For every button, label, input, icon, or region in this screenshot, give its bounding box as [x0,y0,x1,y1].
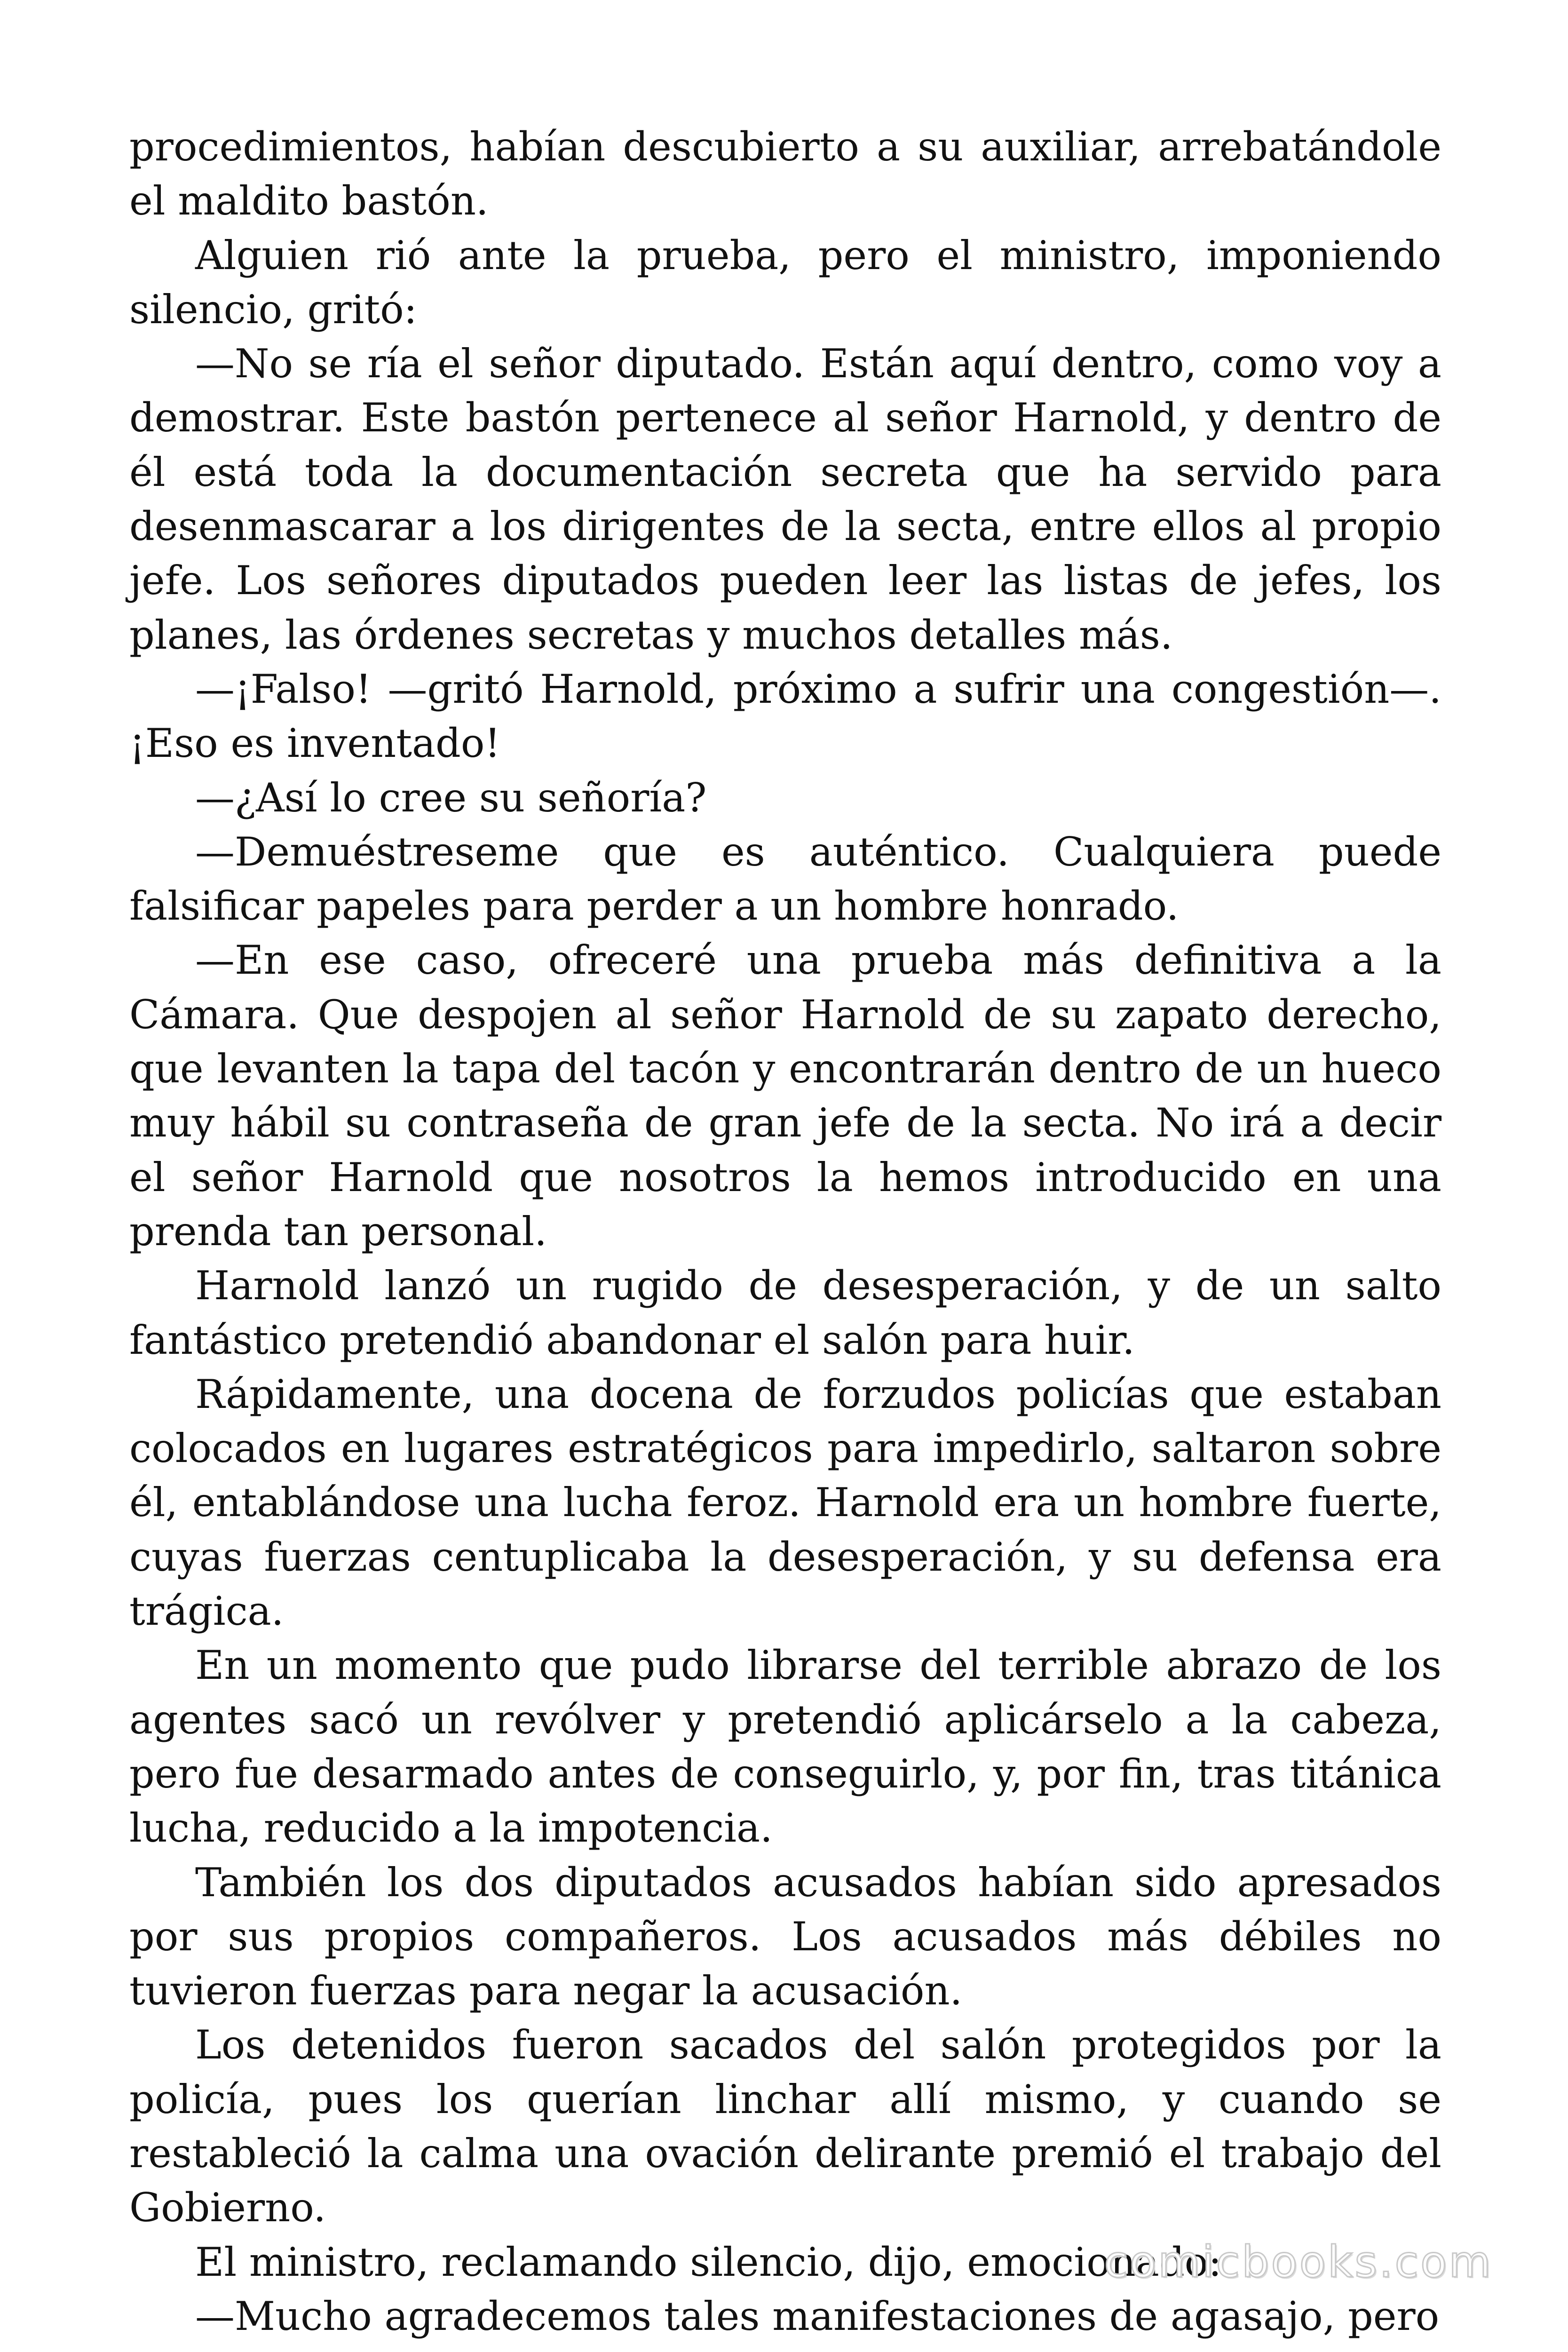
site-watermark: comicbooks.com [1104,2237,1493,2287]
paragraph: Alguien rió ante la prueba, pero el ministro, imponiendo silencio, gritó: [129,232,1441,333]
paragraph: —¿Así lo cree su señoría? [195,774,707,821]
paragraph: Rápidamente, una docena de forzudos policías que estaban colocados en lugares estratégicos para impedirlo, saltaron sobre él, entablándose una lucha feroz. Harnold era un hombre fuerte, cuyas fuerzas centuplicaba la desesperación, y su defensa era trágica. [129,1371,1441,1635]
paragraph: —Demuéstreseme que es auténtico. Cualquiera puede falsificar papeles para perder a un hombre honrado. [129,828,1441,930]
paragraph: —No se ría el señor diputado. Están aquí dentro, como voy a demostrar. Este bastón pertenece al señor Harnold, y dentro de él está toda la documentación secreta que ha servido para desenmascarar a los dirigentes de la secta, entre ellos al propio jefe. Los señores diputados pueden leer las listas de jefes, los planes, las órdenes secretas y muchos detalles más. [129,341,1441,658]
paragraph: El ministro, reclamando silencio, dijo, emocionado: [195,2239,1222,2285]
paragraph: En un momento que pudo librarse del terrible abrazo de los agentes sacó un revólver y pretendió aplicárselo a la cabeza, pero fue desarmado antes de conseguirlo, y, por fin, tras titánica lucha, reducido a la impotencia. [129,1642,1441,1851]
paragraph: procedimientos, habían descubierto a su auxiliar, arrebatándole el maldito bastón. [129,124,1441,224]
paragraph: También los dos diputados acusados habían sido apresados por sus propios compañeros. Los acusados más débiles no tuvieron fuerzas para negar la acusación. [129,1859,1441,2014]
paragraph: Los detenidos fueron sacados del salón protegidos por la policía, pues los querían linchar allí mismo, y cuando se restableció la calma una ovación delirante premió el trabajo del Gobierno. [129,2022,1441,2231]
paragraph: —Mucho agradecemos tales manifestaciones de agasajo, pero [195,2293,1440,2339]
paragraph: —En ese caso, ofreceré una prueba más definitiva a la Cámara. Que despojen al señor Harnold de su zapato derecho, que levanten la tapa del tacón y encontrarán dentro de un hueco muy hábil su contraseña de gran jefe de la secta. No irá a decir el señor Harnold que nosotros la hemos introducido en una prenda tan personal. [129,937,1441,1255]
page-body-text [129,120,1441,2344]
paragraph: Harnold lanzó un rugido de desesperación, y de un salto fantástico pretendió abandonar el salón para huir. [129,1263,1441,1363]
paragraph: —¡Falso! —gritó Harnold, próximo a sufrir una congestión—. ¡Eso es inventado! [129,666,1441,767]
